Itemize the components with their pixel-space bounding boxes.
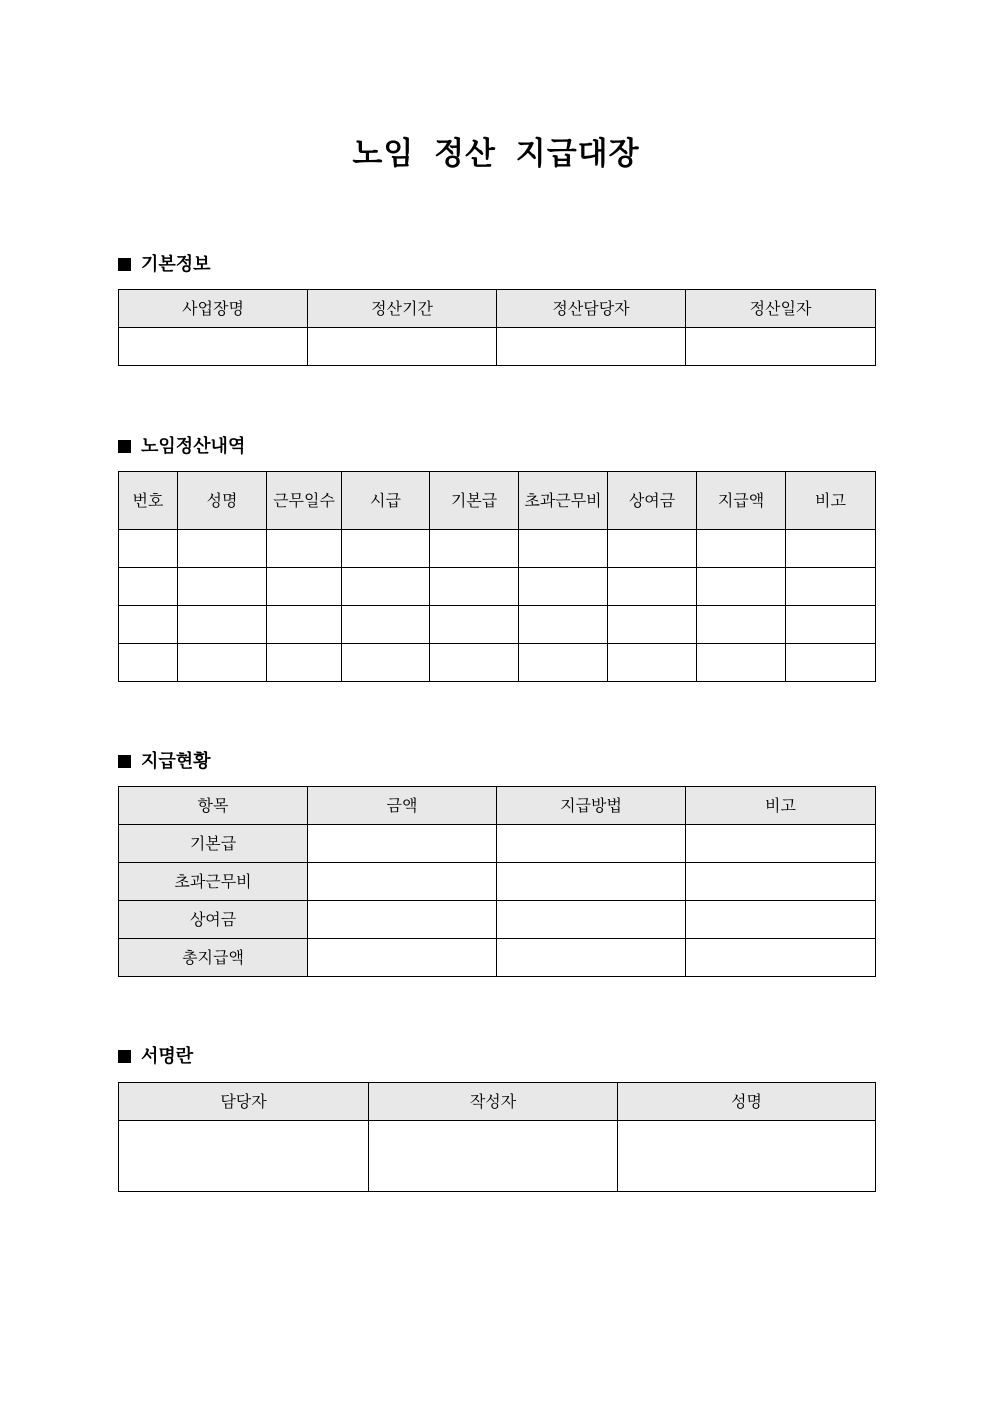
- section-heading-signature: [118, 1045, 193, 1069]
- table-cell[interactable]: [119, 606, 178, 644]
- square-bullet-icon: [118, 258, 131, 271]
- header-work-days: 근무일수: [267, 472, 342, 530]
- table-cell[interactable]: [178, 568, 267, 606]
- header-number: 번호: [119, 472, 178, 530]
- table-cell[interactable]: [686, 901, 876, 939]
- table-cell[interactable]: [308, 939, 497, 977]
- table-cell[interactable]: [308, 901, 497, 939]
- table-row: [119, 530, 876, 568]
- table-header-row: [119, 1083, 876, 1121]
- table-row: [119, 939, 876, 977]
- basic-info-table: [118, 289, 876, 366]
- header-writer: 작성자: [369, 1083, 618, 1121]
- section-heading-label: 서명란: [141, 1046, 194, 1067]
- header-settlement-period: 정산기간: [308, 290, 497, 328]
- row-label-bonus: 상여금: [119, 901, 308, 939]
- table-cell[interactable]: [497, 901, 686, 939]
- section-heading-label: 노임정산내역: [141, 436, 246, 457]
- table-cell[interactable]: [119, 568, 178, 606]
- business-name-cell[interactable]: [119, 328, 308, 366]
- table-cell[interactable]: [686, 863, 876, 901]
- table-cell[interactable]: [697, 530, 786, 568]
- table-cell[interactable]: [178, 530, 267, 568]
- table-row: [119, 1121, 876, 1192]
- payment-status-table: [118, 786, 876, 977]
- table-cell[interactable]: [342, 644, 430, 682]
- row-label-base-pay: 기본급: [119, 825, 308, 863]
- settlement-date-cell[interactable]: [686, 328, 876, 366]
- table-cell[interactable]: [697, 606, 786, 644]
- header-payment-method: 지급방법: [497, 787, 686, 825]
- header-base-pay: 기본급: [430, 472, 519, 530]
- table-cell[interactable]: [686, 939, 876, 977]
- header-item: 항목: [119, 787, 308, 825]
- signature-table: [118, 1082, 876, 1192]
- table-cell[interactable]: [342, 568, 430, 606]
- table-row: [119, 825, 876, 863]
- table-cell[interactable]: [267, 568, 342, 606]
- table-header-row: [119, 290, 876, 328]
- table-cell[interactable]: [497, 939, 686, 977]
- header-payment-amount: 지급액: [697, 472, 786, 530]
- header-hourly-wage: 시급: [342, 472, 430, 530]
- table-cell[interactable]: [519, 606, 608, 644]
- section-heading-payment-status: [118, 750, 211, 774]
- header-settlement-date: 정산일자: [686, 290, 876, 328]
- row-label-overtime-pay: 초과근무비: [119, 863, 308, 901]
- wage-details-table: [118, 471, 876, 682]
- header-manager: 담당자: [119, 1083, 369, 1121]
- table-cell[interactable]: [608, 644, 697, 682]
- table-cell[interactable]: [119, 644, 178, 682]
- table-cell[interactable]: [430, 568, 519, 606]
- table-cell[interactable]: [686, 825, 876, 863]
- section-heading-label: 지급현황: [141, 751, 211, 772]
- header-settlement-manager: 정산담당자: [497, 290, 686, 328]
- table-row: [119, 644, 876, 682]
- table-row: [119, 863, 876, 901]
- table-cell[interactable]: [342, 606, 430, 644]
- table-cell[interactable]: [519, 568, 608, 606]
- manager-signature-cell[interactable]: [119, 1121, 369, 1192]
- section-heading-wage-details: [118, 435, 245, 459]
- square-bullet-icon: [118, 440, 131, 453]
- square-bullet-icon: [118, 755, 131, 768]
- table-cell[interactable]: [308, 825, 497, 863]
- section-heading-label: 기본정보: [141, 254, 211, 275]
- table-cell[interactable]: [267, 606, 342, 644]
- header-name: 성명: [178, 472, 267, 530]
- table-cell[interactable]: [178, 606, 267, 644]
- section-heading-basic-info: [118, 253, 211, 277]
- table-cell[interactable]: [119, 530, 178, 568]
- table-row: [119, 901, 876, 939]
- table-cell[interactable]: [267, 644, 342, 682]
- header-remarks: 비고: [786, 472, 876, 530]
- square-bullet-icon: [118, 1050, 131, 1063]
- table-header-row: [119, 787, 876, 825]
- table-cell[interactable]: [430, 606, 519, 644]
- table-cell[interactable]: [497, 825, 686, 863]
- table-cell[interactable]: [430, 644, 519, 682]
- table-cell[interactable]: [430, 530, 519, 568]
- table-row: [119, 568, 876, 606]
- header-amount: 금액: [308, 787, 497, 825]
- table-cell[interactable]: [697, 644, 786, 682]
- table-cell[interactable]: [308, 863, 497, 901]
- settlement-period-cell[interactable]: [308, 328, 497, 366]
- table-cell[interactable]: [786, 606, 876, 644]
- header-overtime-pay: 초과근무비: [519, 472, 608, 530]
- table-cell[interactable]: [267, 530, 342, 568]
- table-cell[interactable]: [497, 863, 686, 901]
- table-cell[interactable]: [786, 568, 876, 606]
- table-cell[interactable]: [786, 530, 876, 568]
- header-bonus: 상여금: [608, 472, 697, 530]
- table-cell[interactable]: [519, 644, 608, 682]
- table-cell[interactable]: [608, 568, 697, 606]
- writer-signature-cell[interactable]: [369, 1121, 618, 1192]
- header-name: 성명: [618, 1083, 876, 1121]
- table-cell[interactable]: [178, 644, 267, 682]
- header-remarks: 비고: [686, 787, 876, 825]
- table-header-row: [119, 472, 876, 530]
- table-cell[interactable]: [786, 644, 876, 682]
- document-title: 노임 정산 지급대장: [352, 136, 640, 172]
- settlement-manager-cell[interactable]: [497, 328, 686, 366]
- name-signature-cell[interactable]: [618, 1121, 876, 1192]
- row-label-total-payment: 총지급액: [119, 939, 308, 977]
- table-cell[interactable]: [608, 606, 697, 644]
- table-cell[interactable]: [697, 568, 786, 606]
- table-cell[interactable]: [519, 530, 608, 568]
- table-row: [119, 328, 876, 366]
- header-business-name: 사업장명: [119, 290, 308, 328]
- table-cell[interactable]: [342, 530, 430, 568]
- table-row: [119, 606, 876, 644]
- table-cell[interactable]: [608, 530, 697, 568]
